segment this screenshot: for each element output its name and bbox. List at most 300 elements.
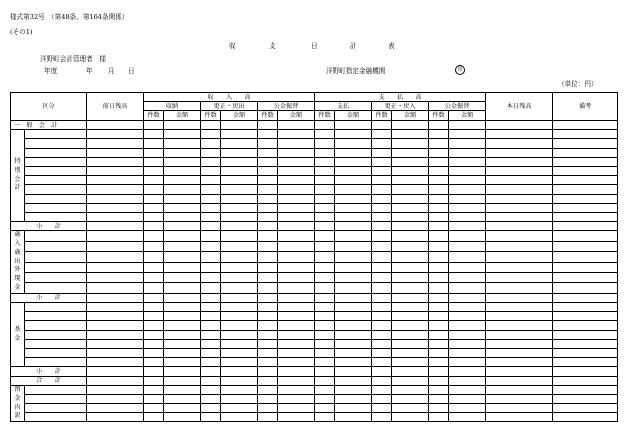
ledger-cell [258,176,278,185]
header-amount: 金額 [449,111,486,121]
ledger-cell [392,212,429,221]
special-account-row [11,212,618,221]
deposit-breakdown-char: 訳 [14,412,21,420]
ledger-cell [144,339,164,348]
ledger-cell [25,176,87,185]
ledger-cell [258,241,278,251]
ledger-cell [449,194,486,203]
ledger-cell [553,222,618,231]
form-number: 様式第32号 （第48条、第164条関係） [10,13,129,21]
ledger-cell [553,212,618,221]
ledger-cell [429,385,449,394]
ledger-cell [87,194,144,203]
fund-label [11,303,25,367]
ledger-cell [392,358,429,367]
ledger-cell [144,121,164,130]
ledger-cell [372,231,392,241]
ledger-cell [315,385,335,394]
ledger-cell [221,203,258,212]
deposit-breakdown-char: 内 [14,403,21,411]
ledger-cell [315,203,335,212]
ledger-cell [372,212,392,221]
deposit-breakdown-char: 金 [14,394,21,402]
ledger-cell [429,321,449,330]
ledger-cell [278,312,315,321]
header-count: 件数 [144,111,164,121]
ledger-cell [372,139,392,148]
ledger-cell [372,321,392,330]
ledger-cell [315,321,335,330]
ledger-cell [87,121,144,130]
ledger-cell [429,376,449,385]
ledger-cell [87,272,144,282]
ledger-cell [553,358,618,367]
fund-char: 金 [14,334,21,342]
special-account-row [11,130,618,139]
ledger-cell [429,367,449,376]
ledger-cell [553,130,618,139]
ledger-cell [144,157,164,166]
title-char: 表 [388,42,395,50]
ledger-cell [372,203,392,212]
ledger-cell [392,413,429,422]
ledger-cell [164,194,201,203]
ledger-cell [144,130,164,139]
ledger-cell [201,222,221,231]
ledger-cell [372,339,392,348]
ledger-cell [449,185,486,194]
ledger-cell [221,185,258,194]
ledger-cell [87,203,144,212]
ledger-cell [553,166,618,175]
ledger-cell [372,194,392,203]
ledger-cell [486,212,553,221]
special-account-row [11,139,618,148]
ledger-cell [221,272,258,282]
ledger-cell [278,185,315,194]
ledger-cell [201,176,221,185]
ledger-cell [164,185,201,194]
ledger-cell [372,358,392,367]
deposit-breakdown-char: 預 [14,385,21,393]
ledger-cell [87,376,144,385]
extra-budget-cash-char: 歳 [14,248,21,256]
ledger-cell [335,139,372,148]
ledger-cell [553,272,618,282]
subtotal-fund-label: 小 計 [11,367,87,376]
ledger-cell [335,212,372,221]
ledger-cell [449,272,486,282]
ledger-cell [278,321,315,330]
ledger-cell [335,376,372,385]
ledger-cell [429,272,449,282]
ledger-cell [486,339,553,348]
ledger-cell [164,148,201,157]
ledger-cell [201,376,221,385]
ledger-cell [87,212,144,221]
ledger-cell [87,358,144,367]
ledger-cell [278,212,315,221]
ledger-cell [335,321,372,330]
ledger-cell [486,293,553,302]
extra-budget-cash-char: 入 [14,240,21,248]
ledger-cell [87,185,144,194]
ledger-cell [486,148,553,157]
ledger-cell [449,212,486,221]
ledger-cell [87,404,144,413]
ledger-cell [315,139,335,148]
ledger-cell [164,394,201,403]
ledger-cell [144,231,164,241]
ledger-cell [372,413,392,422]
ledger-cell [315,157,335,166]
ledger-cell [201,272,221,282]
ledger-cell [25,166,87,175]
ledger-cell [429,185,449,194]
ledger-cell [258,394,278,403]
ledger-cell [335,148,372,157]
ledger-cell [87,130,144,139]
ledger-cell [201,321,221,330]
ledger-cell [87,262,144,272]
ledger-cell [201,394,221,403]
ledger-cell [429,348,449,357]
ledger-cell [87,413,144,422]
ledger-cell [449,385,486,394]
ledger-cell [258,194,278,203]
ledger-cell [201,339,221,348]
title-char: 支 [269,42,276,50]
ledger-cell [429,252,449,262]
special-account-char: 計 [14,184,21,192]
ledger-cell [201,212,221,221]
header-count: 件数 [429,111,449,121]
ledger-cell [392,176,429,185]
ledger-cell [25,385,87,394]
ledger-cell [144,330,164,339]
ledger-cell [315,166,335,175]
ledger-cell [486,262,553,272]
ledger-cell [372,176,392,185]
ledger-cell [372,376,392,385]
ledger-cell [87,139,144,148]
ledger-cell [372,293,392,302]
ledger-cell [164,157,201,166]
ledger-cell [486,121,553,130]
ledger-cell [553,413,618,422]
ledger-cell [372,262,392,272]
general-account [11,121,618,130]
ledger-cell [278,252,315,262]
ledger-cell [335,413,372,422]
special-account-row [11,176,618,185]
ledger-cell [144,404,164,413]
extra-budget-cash-char: 出 [14,257,21,265]
ledger-cell [25,348,87,357]
ledger-cell [258,130,278,139]
ledger-cell [144,203,164,212]
ledger-cell [449,139,486,148]
ledger-cell [164,330,201,339]
ledger-cell [486,358,553,367]
ledger-cell [258,358,278,367]
ledger-cell [258,185,278,194]
ledger-cell [392,339,429,348]
ledger-cell [278,367,315,376]
ledger-cell [553,404,618,413]
ledger-cell [553,321,618,330]
special-account-row [11,166,618,175]
ledger-cell [392,185,429,194]
ledger-cell [335,203,372,212]
ledger-cell [87,241,144,251]
ledger-cell [449,121,486,130]
ledger-cell [258,203,278,212]
ledger-cell [258,139,278,148]
ledger-cell [429,293,449,302]
subtotal-special-label: 小 計 [11,222,87,231]
ledger-cell [553,312,618,321]
ledger-cell [335,385,372,394]
ledger-cell [553,348,618,357]
ledger-cell [278,358,315,367]
ledger-cell [553,283,618,293]
header-income-correction: 更正・戻出 [201,102,258,111]
ledger-cell [429,121,449,130]
ledger-cell [221,321,258,330]
ledger-cell [164,376,201,385]
ledger-cell [87,166,144,175]
ledger-cell [25,203,87,212]
ledger-cell [392,148,429,157]
ledger-cell [486,166,553,175]
ledger-cell [486,130,553,139]
ledger-cell [335,272,372,282]
ledger-cell [144,262,164,272]
ledger-cell [486,330,553,339]
ledger-cell [315,231,335,241]
ledger-cell [144,176,164,185]
ledger-cell [164,139,201,148]
ledger-cell [278,330,315,339]
seal-mark: 印 [455,65,465,75]
title-char: 収 [229,42,236,50]
ledger-cell [25,139,87,148]
ledger-cell [553,293,618,302]
ledger-cell [221,252,258,262]
ledger-cell [392,330,429,339]
ledger-cell [201,185,221,194]
ledger-cell [164,413,201,422]
ledger-cell [335,303,372,312]
extra-budget-cash-char: 歳 [14,231,21,239]
special-account-row [11,194,618,203]
ledger-cell [449,394,486,403]
ledger-cell [87,321,144,330]
header-row-1 [11,93,618,102]
ledger-cell [201,130,221,139]
ledger-cell [553,303,618,312]
ledger-cell [335,283,372,293]
ledger-cell [392,222,429,231]
ledger-cell [278,139,315,148]
ledger-cell [278,385,315,394]
ledger-cell [315,194,335,203]
ledger-cell [25,212,87,221]
ledger-cell [278,303,315,312]
ledger-cell [486,394,553,403]
ledger-cell [201,367,221,376]
ledger-cell [221,283,258,293]
ledger-cell [144,303,164,312]
ledger-cell [429,203,449,212]
ledger-cell [372,148,392,157]
subtotal-extra [11,293,618,302]
ledger-cell [278,148,315,157]
ledger-cell [486,367,553,376]
date-year-label: 年度 [44,67,58,75]
ledger-cell [335,330,372,339]
ledger-cell [335,262,372,272]
ledger-cell [25,130,87,139]
ledger-cell [429,166,449,175]
ledger-cell [221,358,258,367]
unit-label: （単位：円） [558,80,598,88]
ledger-cell [553,241,618,251]
header-payment-pay: 支払 [315,102,372,111]
ledger-cell [221,231,258,241]
ledger-cell [25,185,87,194]
ledger-cell [429,339,449,348]
ledger-cell [258,339,278,348]
ledger-cell [315,293,335,302]
ledger-cell [201,241,221,251]
ledger-cell [553,231,618,241]
ledger-cell [278,283,315,293]
ledger-cell [258,283,278,293]
ledger-cell [278,339,315,348]
ledger-cell [486,272,553,282]
ledger-cell [335,185,372,194]
special-account-row [11,148,618,157]
ledger-cell [449,262,486,272]
ledger-cell [486,157,553,166]
ledger-cell [278,241,315,251]
ledger-cell [449,358,486,367]
form-sub-number: (その1) [10,28,33,36]
ledger-cell [25,303,87,312]
ledger-cell [315,212,335,221]
ledger-cell [164,262,201,272]
ledger-cell [144,194,164,203]
ledger-cell [335,367,372,376]
ledger-cell [164,339,201,348]
ledger-cell [201,413,221,422]
ledger-cell [87,293,144,302]
ledger-cell [486,321,553,330]
ledger-cell [449,376,486,385]
ledger-cell [221,241,258,251]
ledger-cell [278,166,315,175]
ledger-cell [87,367,144,376]
ledger-cell [258,272,278,282]
ledger-cell [278,394,315,403]
ledger-cell [258,157,278,166]
ledger-cell [278,376,315,385]
ledger-cell [25,339,87,348]
ledger-cell [87,312,144,321]
ledger-cell [25,312,87,321]
ledger-cell [201,121,221,130]
fund-row [11,312,618,321]
ledger-cell [87,176,144,185]
title-char: 計 [350,42,357,50]
ledger-cell [164,348,201,357]
ledger-cell [449,303,486,312]
ledger-cell [201,252,221,262]
special-account-row [11,185,618,194]
header-amount: 金額 [335,111,372,121]
ledger-cell [221,166,258,175]
ledger-cell [429,283,449,293]
ledger-cell [144,148,164,157]
ledger-cell [335,252,372,262]
ledger-cell [221,139,258,148]
ledger-cell [392,404,429,413]
header-count: 件数 [315,111,335,121]
fund-row [11,303,618,312]
extra-budget-cash-row [11,231,618,241]
ledger-cell [315,303,335,312]
ledger-cell [486,231,553,241]
ledger-cell [144,394,164,403]
ledger-cell [429,139,449,148]
ledger-cell [258,148,278,157]
ledger-cell [449,330,486,339]
ledger-cell [278,231,315,241]
ledger-cell [335,312,372,321]
ledger-cell [392,376,429,385]
ledger-cell [221,413,258,422]
ledger-cell [258,222,278,231]
ledger-cell [87,339,144,348]
ledger-cell [278,272,315,282]
ledger-cell [429,358,449,367]
ledger-cell [335,348,372,357]
ledger-cell [221,303,258,312]
ledger-cell [144,312,164,321]
ledger-cell [553,148,618,157]
special-account-char: 別 [14,166,21,174]
ledger-cell [335,121,372,130]
ledger-cell [221,394,258,403]
extra-budget-cash-row [11,252,618,262]
fund-char: 基 [14,325,21,333]
ledger-cell [221,339,258,348]
ledger-cell [372,367,392,376]
ledger-cell [278,222,315,231]
ledger-cell [315,148,335,157]
ledger-cell [25,413,87,422]
ledger-cell [553,139,618,148]
ledger-cell [315,185,335,194]
ledger-cell [258,212,278,221]
ledger-cell [553,194,618,203]
ledger-cell [429,212,449,221]
date-day-label-1: 月 [108,67,115,75]
ledger-cell [372,312,392,321]
ledger-cell [221,121,258,130]
